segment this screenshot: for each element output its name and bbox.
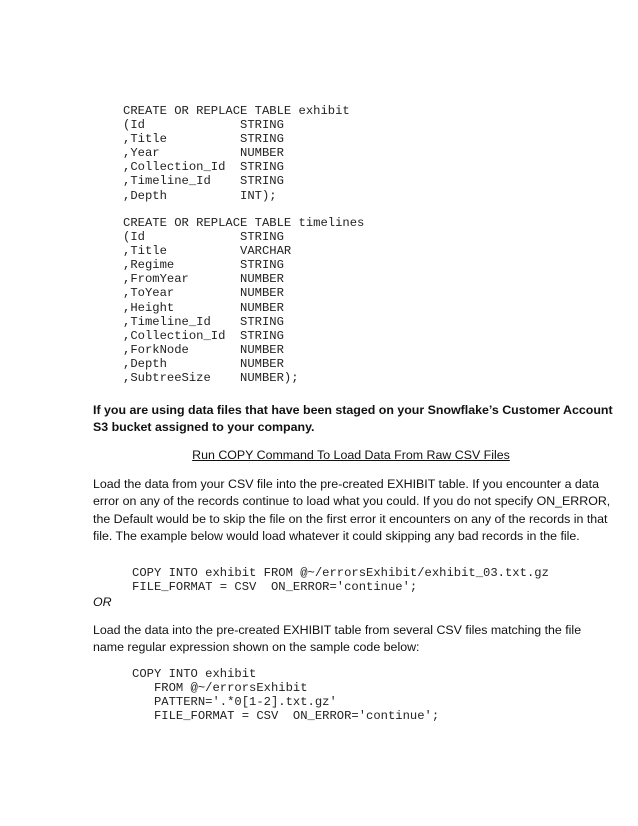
code-line: COPY INTO exhibit	[132, 667, 257, 681]
code-line: ,Depth INT);	[123, 188, 277, 203]
bold-note: If you are using data files that have been staged on your Snowflake’s Customer Account S3 bucket assigned to your company.	[93, 403, 613, 435]
paragraph-load-pattern: Load the data into the pre-created EXHIBIT table from several CSV files matching the file name regular expression shown on the sample code below:	[93, 623, 582, 655]
code-line: ,Title VARCHAR	[123, 244, 292, 259]
code-line: ,ToYear NUMBER	[123, 286, 284, 301]
code-line: FILE_FORMAT = CSV ON_ERROR='continue';	[132, 580, 418, 595]
code-line: PATTERN='.*0[1-2].txt.gz'	[132, 695, 337, 710]
code-block-create-exhibit	[123, 104, 350, 203]
section-heading: Run COPY Command To Load Data From Raw CSV Files	[192, 448, 510, 462]
code-line: ,Timeline_Id STRING	[123, 314, 284, 329]
or-label: OR	[93, 595, 112, 609]
code-line: COPY INTO exhibit FROM @~/errorsExhibit/exhibit_03.txt.gz	[132, 566, 549, 580]
code-block-copy-single	[132, 566, 549, 594]
paragraph-load-csv: Load the data from your CSV file into the pre-created EXHIBIT table. If you encounter a data error on any of the records continue to load what you could. If you do not specify ON_ERROR, the Default would be to skip the file on the first error it encounters on any of the records in that file. The example below would load whatever it could skipping any bad records in the file.	[93, 477, 611, 544]
code-line: ,Title STRING	[123, 132, 284, 147]
code-line: FILE_FORMAT = CSV ON_ERROR='continue';	[132, 709, 440, 724]
code-line: ,Depth NUMBER	[123, 356, 284, 371]
code-line: FROM @~/errorsExhibit	[132, 681, 308, 696]
code-line: ,Collection_Id STRING	[123, 160, 284, 175]
code-line: ,SubtreeSize NUMBER);	[123, 371, 299, 386]
code-line: ,Height NUMBER	[123, 300, 284, 315]
code-line: ,FromYear NUMBER	[123, 272, 284, 287]
code-line: ,ForkNode NUMBER	[123, 342, 284, 357]
code-line: ,Year NUMBER	[123, 146, 284, 161]
code-block-copy-pattern	[132, 667, 439, 723]
code-line: CREATE OR REPLACE TABLE exhibit	[123, 104, 350, 118]
code-line: ,Regime STRING	[123, 258, 284, 273]
code-line: ,Collection_Id STRING	[123, 328, 284, 343]
code-line: (Id STRING	[123, 118, 284, 133]
code-line: (Id STRING	[123, 230, 284, 245]
code-line: CREATE OR REPLACE TABLE timelines	[123, 216, 365, 230]
code-line: ,Timeline_Id STRING	[123, 174, 284, 189]
code-block-create-timelines	[123, 216, 364, 385]
